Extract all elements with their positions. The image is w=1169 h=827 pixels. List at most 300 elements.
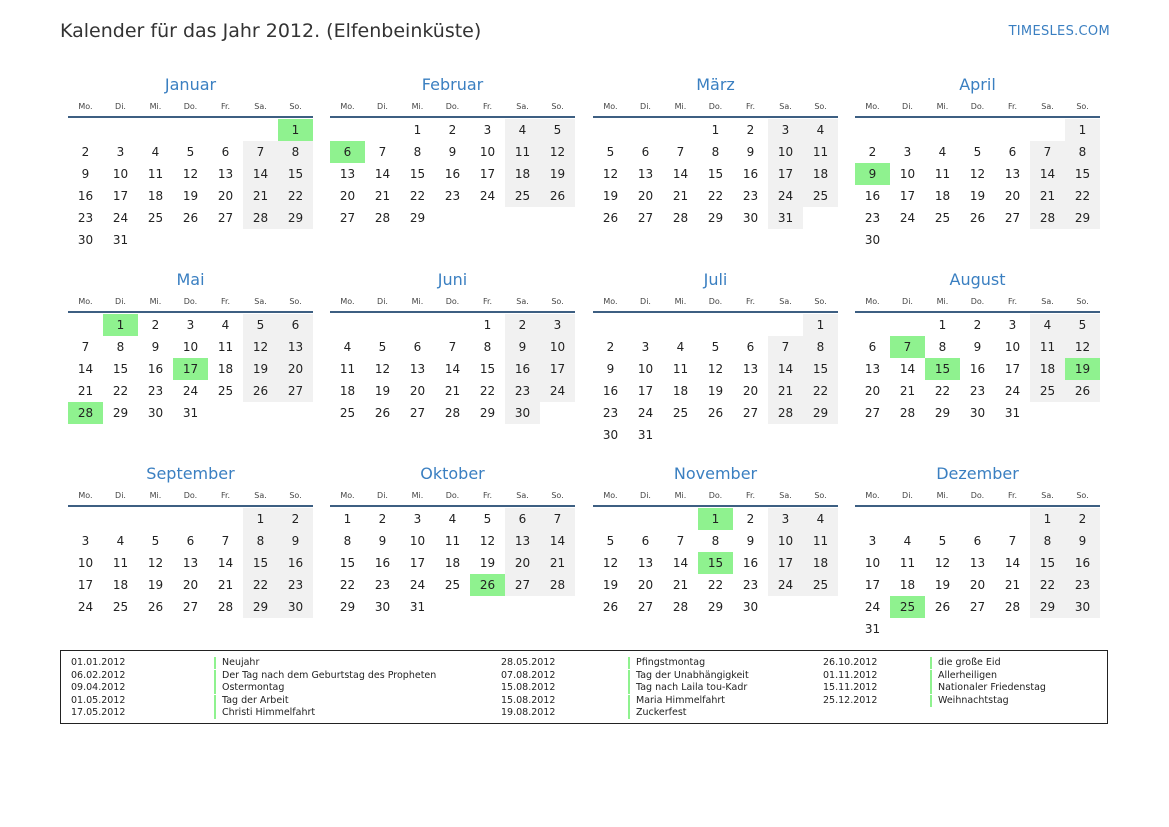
day-cell: 24: [899, 211, 916, 225]
day-cell: 7: [768, 336, 803, 358]
day-cell: 13: [217, 167, 234, 181]
day-cell: 21: [374, 189, 391, 203]
day-cell: 29: [339, 600, 356, 614]
day-grid: [330, 508, 575, 618]
day-cell: 27: [637, 211, 654, 225]
day-cell: 29: [803, 402, 838, 424]
empty-cell: [960, 229, 995, 251]
empty-cell: [995, 119, 1030, 141]
empty-cell: [628, 314, 663, 336]
weekday-label: So.: [289, 490, 302, 500]
day-cell: 23: [1065, 574, 1100, 596]
header-rule: [330, 311, 575, 313]
weekday-label: Do.: [445, 101, 460, 111]
day-cell: 21: [217, 578, 234, 592]
empty-cell: [855, 119, 890, 141]
week-row: [68, 229, 313, 251]
month-name: Mai: [176, 270, 205, 289]
week-row: [855, 141, 1100, 163]
empty-cell: [243, 402, 278, 424]
day-cell: 7: [81, 340, 90, 354]
week-row: [330, 596, 575, 618]
day-cell: 7: [378, 145, 387, 159]
day-cell: 16: [505, 358, 540, 380]
brand-link[interactable]: TIMESLES.COM: [1008, 24, 1110, 39]
weekday-label: Mo.: [603, 296, 618, 306]
week-row: [330, 380, 575, 402]
day-cell: 23: [864, 211, 881, 225]
day-cell: 2: [505, 314, 540, 336]
empty-cell: [960, 618, 995, 640]
day-cell: 27: [505, 574, 540, 596]
day-cell: 16: [278, 552, 313, 574]
weekday-label: Fr.: [1007, 101, 1018, 111]
day-cell: 28: [217, 600, 234, 614]
day-cell: 27: [217, 211, 234, 225]
day-cell: 24: [182, 384, 199, 398]
holiday-date: 19.08.2012: [501, 707, 556, 718]
week-row: [593, 163, 838, 185]
day-cell: 29: [934, 406, 951, 420]
day-cell: 16: [969, 362, 986, 376]
day-cell: 2: [278, 508, 313, 530]
day-cell: 21: [1004, 578, 1021, 592]
day-cell: 20: [182, 578, 199, 592]
weekday-label: Do.: [970, 490, 985, 500]
day-cell: 26: [470, 574, 505, 596]
day-cell: 8: [243, 530, 278, 552]
empty-cell: [855, 508, 890, 530]
weekday-label: Sa.: [254, 296, 267, 306]
week-row: [593, 574, 838, 596]
week-row: [855, 508, 1100, 530]
weekday-label: Di.: [377, 490, 388, 500]
day-cell: 3: [1008, 318, 1017, 332]
month-5: [68, 269, 313, 424]
week-row: [855, 552, 1100, 574]
month-7: [593, 269, 838, 446]
day-cell: 30: [969, 406, 986, 420]
week-row: [855, 185, 1100, 207]
day-cell: 22: [409, 189, 426, 203]
day-cell: 15: [803, 358, 838, 380]
day-cell: 5: [378, 340, 387, 354]
empty-cell: [243, 229, 278, 251]
holiday-date: 28.05.2012: [501, 657, 556, 668]
weekday-label: Di.: [377, 296, 388, 306]
empty-cell: [330, 314, 365, 336]
empty-cell: [365, 119, 400, 141]
weekday-label: Mo.: [865, 296, 880, 306]
weekday-header: [855, 96, 1100, 116]
empty-cell: [400, 314, 435, 336]
day-cell: 10: [864, 556, 881, 570]
week-row: [855, 229, 1100, 251]
day-cell: 10: [637, 362, 654, 376]
weekday-label: Mo.: [340, 490, 355, 500]
weekday-label: Mo.: [865, 490, 880, 500]
day-cell: 24: [864, 600, 881, 614]
day-cell: 28: [243, 207, 278, 229]
day-cell: 31: [637, 428, 654, 442]
day-cell: 18: [803, 552, 838, 574]
day-cell: 19: [602, 578, 619, 592]
day-cell: 24: [77, 600, 94, 614]
weekday-label: Fr.: [745, 490, 756, 500]
day-cell: 3: [903, 145, 912, 159]
header-rule: [593, 116, 838, 118]
week-row: [330, 119, 575, 141]
holiday-name: Christi Himmelfahrt: [214, 707, 315, 719]
empty-cell: [698, 424, 733, 446]
day-cell: 27: [969, 600, 986, 614]
weekday-header: [68, 291, 313, 311]
week-row: [593, 552, 838, 574]
week-row: [68, 552, 313, 574]
month-name: Oktober: [420, 464, 485, 483]
week-row: [855, 207, 1100, 229]
day-cell: 19: [374, 384, 391, 398]
day-grid: [855, 314, 1100, 424]
week-row: [330, 358, 575, 380]
day-cell: 9: [151, 340, 160, 354]
day-cell: 2: [1065, 508, 1100, 530]
week-row: [68, 508, 313, 530]
weekday-label: So.: [551, 296, 564, 306]
weekday-label: So.: [289, 101, 302, 111]
month-2: [330, 74, 575, 229]
day-cell: 11: [1030, 336, 1065, 358]
day-cell: 20: [864, 384, 881, 398]
day-cell: 5: [483, 512, 492, 526]
day-cell: 1: [343, 512, 352, 526]
day-cell: 25: [672, 406, 689, 420]
empty-cell: [505, 596, 540, 618]
day-cell: 17: [1004, 362, 1021, 376]
day-cell: 3: [116, 145, 125, 159]
empty-cell: [890, 119, 925, 141]
weekday-label: Di.: [377, 101, 388, 111]
empty-cell: [68, 314, 103, 336]
day-cell: 12: [969, 167, 986, 181]
day-cell: 1: [483, 318, 492, 332]
weekday-label: Mi.: [411, 490, 424, 500]
day-cell: 1: [413, 123, 422, 137]
empty-cell: [1030, 618, 1065, 640]
weekday-label: Mo.: [340, 296, 355, 306]
day-cell: 4: [1030, 314, 1065, 336]
weekday-label: Fr.: [1007, 296, 1018, 306]
day-cell: 1: [103, 314, 138, 336]
day-cell: 20: [969, 578, 986, 592]
day-cell: 8: [343, 534, 352, 548]
day-cell: 5: [186, 145, 195, 159]
header-rule: [855, 311, 1100, 313]
month-name: Januar: [164, 75, 217, 94]
day-cell: 10: [899, 167, 916, 181]
empty-cell: [435, 314, 470, 336]
weekday-label: Sa.: [779, 296, 792, 306]
day-cell: 9: [278, 530, 313, 552]
day-cell: 15: [339, 556, 356, 570]
week-row: [330, 141, 575, 163]
day-cell: 21: [1030, 185, 1065, 207]
empty-cell: [733, 314, 768, 336]
week-row: [593, 119, 838, 141]
day-cell: 8: [278, 141, 313, 163]
day-cell: 20: [505, 552, 540, 574]
day-cell: 14: [217, 556, 234, 570]
day-cell: 18: [672, 384, 689, 398]
week-row: [330, 530, 575, 552]
day-cell: 27: [742, 406, 759, 420]
empty-cell: [208, 402, 243, 424]
weekday-label: Fr.: [220, 490, 231, 500]
weekday-label: So.: [551, 101, 564, 111]
day-cell: 29: [707, 211, 724, 225]
header-rule: [68, 116, 313, 118]
weekday-label: Mi.: [149, 490, 162, 500]
day-cell: 29: [479, 406, 496, 420]
day-grid: [855, 119, 1100, 251]
empty-cell: [365, 314, 400, 336]
empty-cell: [803, 207, 838, 229]
weekday-label: Do.: [708, 101, 723, 111]
day-cell: 12: [1065, 336, 1100, 358]
day-cell: 24: [112, 211, 129, 225]
empty-cell: [698, 314, 733, 336]
month-6: [330, 269, 575, 424]
day-cell: 1: [803, 314, 838, 336]
day-cell: 5: [540, 119, 575, 141]
day-cell: 23: [77, 211, 94, 225]
month-name: April: [959, 75, 996, 94]
day-cell: 24: [768, 185, 803, 207]
week-row: [330, 402, 575, 424]
day-cell: 29: [1065, 207, 1100, 229]
holiday-name: Allerheiligen: [930, 670, 997, 682]
day-cell: 22: [934, 384, 951, 398]
weekday-label: Di.: [115, 101, 126, 111]
week-row: [593, 596, 838, 618]
empty-cell: [855, 314, 890, 336]
week-row: [593, 358, 838, 380]
weekday-label: Mo.: [78, 101, 93, 111]
empty-cell: [103, 508, 138, 530]
weekday-label: Mo.: [865, 101, 880, 111]
week-row: [855, 358, 1100, 380]
empty-cell: [663, 424, 698, 446]
day-cell: 10: [540, 336, 575, 358]
day-cell: 23: [602, 406, 619, 420]
day-cell: 25: [147, 211, 164, 225]
weekday-label: Di.: [115, 296, 126, 306]
day-cell: 6: [973, 534, 982, 548]
weekday-label: Fr.: [1007, 490, 1018, 500]
weekday-label: So.: [814, 296, 827, 306]
day-cell: 8: [711, 534, 720, 548]
week-row: [593, 508, 838, 530]
weekday-header: [68, 485, 313, 505]
day-cell: 14: [540, 530, 575, 552]
day-cell: 6: [278, 314, 313, 336]
empty-cell: [925, 508, 960, 530]
weekday-label: Mi.: [411, 101, 424, 111]
day-cell: 22: [339, 578, 356, 592]
holiday-name: Tag nach Laila tou-Kadr: [628, 682, 747, 694]
day-cell: 26: [602, 211, 619, 225]
day-cell: 4: [938, 145, 947, 159]
day-cell: 22: [243, 574, 278, 596]
day-cell: 14: [899, 362, 916, 376]
weekday-header: [593, 291, 838, 311]
day-cell: 20: [1004, 189, 1021, 203]
day-cell: 27: [864, 406, 881, 420]
day-cell: 25: [217, 384, 234, 398]
day-cell: 15: [698, 552, 733, 574]
day-cell: 15: [112, 362, 129, 376]
weekday-label: Mi.: [411, 296, 424, 306]
day-cell: 16: [147, 362, 164, 376]
day-cell: 26: [147, 600, 164, 614]
day-cell: 18: [899, 578, 916, 592]
day-cell: 18: [147, 189, 164, 203]
weekday-label: Sa.: [1041, 296, 1054, 306]
day-cell: 15: [409, 167, 426, 181]
empty-cell: [470, 596, 505, 618]
empty-cell: [768, 424, 803, 446]
week-row: [593, 314, 838, 336]
day-cell: 18: [444, 556, 461, 570]
day-cell: 30: [278, 596, 313, 618]
day-cell: 23: [374, 578, 391, 592]
day-cell: 4: [803, 508, 838, 530]
day-cell: 26: [243, 380, 278, 402]
day-cell: 24: [637, 406, 654, 420]
day-cell: 11: [803, 141, 838, 163]
day-cell: 5: [973, 145, 982, 159]
month-name: März: [696, 75, 735, 94]
day-cell: 2: [81, 145, 90, 159]
empty-cell: [1030, 402, 1065, 424]
day-cell: 2: [746, 123, 755, 137]
weekday-label: Sa.: [1041, 101, 1054, 111]
day-cell: 26: [934, 600, 951, 614]
day-cell: 19: [182, 189, 199, 203]
weekday-label: Sa.: [254, 101, 267, 111]
day-cell: 30: [864, 233, 881, 247]
day-cell: 23: [505, 380, 540, 402]
weekday-label: Di.: [640, 296, 651, 306]
day-cell: 6: [641, 534, 650, 548]
day-cell: 22: [1065, 185, 1100, 207]
day-cell: 19: [479, 556, 496, 570]
day-cell: 10: [479, 145, 496, 159]
day-cell: 13: [278, 336, 313, 358]
day-cell: 2: [973, 318, 982, 332]
day-cell: 3: [641, 340, 650, 354]
day-cell: 12: [243, 336, 278, 358]
day-cell: 25: [444, 578, 461, 592]
day-cell: 8: [483, 340, 492, 354]
day-cell: 30: [742, 211, 759, 225]
day-cell: 27: [278, 380, 313, 402]
day-cell: 9: [448, 145, 457, 159]
weekday-label: Fr.: [482, 101, 493, 111]
day-grid: [68, 314, 313, 424]
weekday-label: Do.: [183, 101, 198, 111]
day-cell: 19: [1065, 358, 1100, 380]
day-cell: 7: [676, 534, 685, 548]
empty-cell: [925, 618, 960, 640]
day-cell: 20: [637, 578, 654, 592]
day-cell: 28: [444, 406, 461, 420]
holiday-date: 01.05.2012: [71, 694, 126, 706]
day-cell: 13: [969, 556, 986, 570]
day-cell: 12: [374, 362, 391, 376]
day-cell: 4: [343, 340, 352, 354]
day-cell: 11: [672, 362, 689, 376]
weekday-label: So.: [1076, 490, 1089, 500]
empty-cell: [960, 119, 995, 141]
weekday-label: Do.: [708, 490, 723, 500]
day-cell: 12: [147, 556, 164, 570]
holiday-date: 15.08.2012: [501, 682, 556, 693]
day-cell: 21: [540, 552, 575, 574]
weekday-label: So.: [1076, 296, 1089, 306]
month-name: Juli: [703, 270, 728, 289]
day-grid: [593, 508, 838, 618]
empty-cell: [278, 402, 313, 424]
weekday-label: Di.: [115, 490, 126, 500]
day-cell: 14: [768, 358, 803, 380]
day-cell: 7: [1030, 141, 1065, 163]
month-name: Juni: [437, 270, 468, 289]
day-cell: 29: [409, 211, 426, 225]
day-cell: 5: [938, 534, 947, 548]
day-cell: 4: [676, 340, 685, 354]
day-cell: 17: [77, 578, 94, 592]
week-row: [68, 185, 313, 207]
day-cell: 7: [243, 141, 278, 163]
header-rule: [855, 116, 1100, 118]
day-cell: 6: [221, 145, 230, 159]
weekday-label: Sa.: [516, 101, 529, 111]
day-cell: 13: [637, 556, 654, 570]
day-cell: 16: [374, 556, 391, 570]
day-cell: 16: [602, 384, 619, 398]
week-row: [593, 402, 838, 424]
day-cell: 27: [637, 600, 654, 614]
day-cell: 25: [934, 211, 951, 225]
header-rule: [68, 505, 313, 507]
day-cell: 11: [147, 167, 164, 181]
day-cell: 28: [540, 574, 575, 596]
empty-cell: [243, 119, 278, 141]
header-rule: [330, 505, 575, 507]
day-cell: 7: [1008, 534, 1017, 548]
day-cell: 28: [68, 402, 103, 424]
week-row: [68, 358, 313, 380]
day-cell: 19: [243, 358, 278, 380]
day-cell: 11: [803, 530, 838, 552]
day-cell: 18: [803, 163, 838, 185]
month-3: [593, 74, 838, 229]
day-cell: 16: [742, 556, 759, 570]
week-row: [330, 552, 575, 574]
day-cell: 6: [330, 141, 365, 163]
empty-cell: [103, 119, 138, 141]
